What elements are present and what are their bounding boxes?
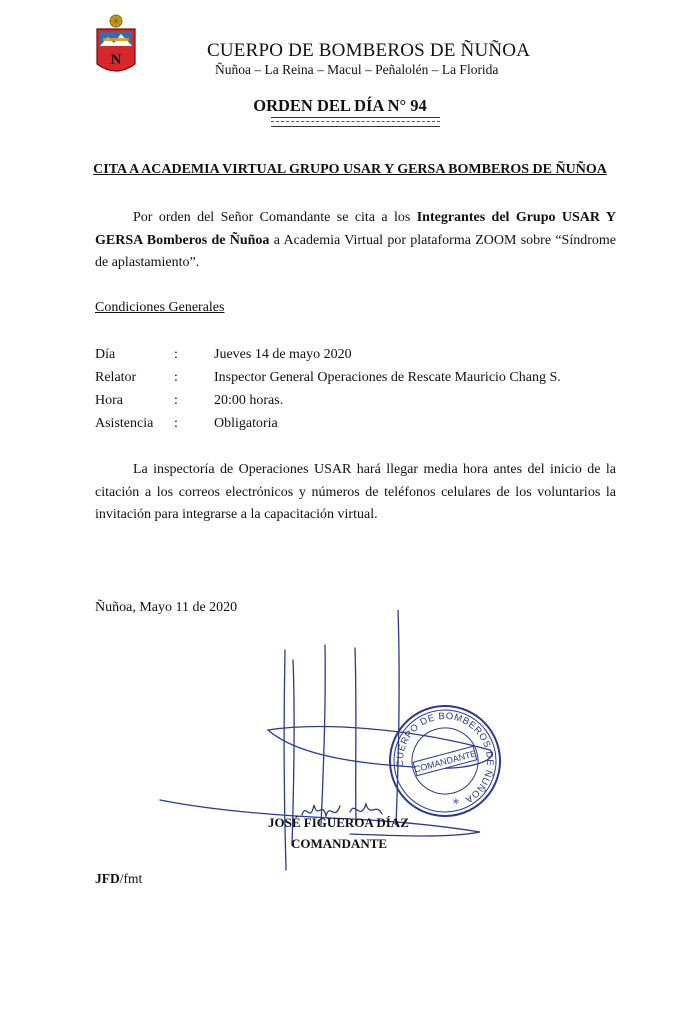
condition-row-asistencia [95,416,635,436]
condition-separator: : [174,370,178,385]
svg-text:COMANDANTE: COMANDANTE [412,748,478,775]
fire-department-crest-icon [94,12,138,80]
condition-separator: : [174,416,178,431]
condition-value: Obligatoria [214,416,278,431]
svg-text:N: N [110,52,122,68]
communes-line: Ñuñoa – La Reina – Macul – Peñalolén – La Florida [215,62,499,77]
condition-label: Asistencia [95,416,154,431]
condition-label: Relator [95,370,137,385]
condition-label: Día [95,347,116,362]
organization-name: CUERPO DE BOMBEROS DE ÑUÑOA [207,40,531,61]
condition-value: Inspector General Operaciones de Rescate Mauricio Chang S. [214,370,561,385]
signatory-name: JOSÉ FIGUEROA DÍAZ [268,815,409,830]
title-double-rule [271,117,440,127]
intro-text-part2: a Academia Virtual por plataforma ZOOM sobre “Síndrome de aplastamiento”. [95,232,617,270]
condition-row-dia [95,347,635,367]
intro-text-part1: Por orden del Señor Comandante se cita a los [133,210,417,225]
svg-text:CUERPO DE BOMBEROS DE ÑUÑOA: CUERPO DE BOMBEROS DE ÑUÑOA [394,710,496,806]
initials-rest: /fmt [119,871,143,886]
intro-text-bold: Integrantes del Grupo USAR Y GERSA Bomberos de Ñuñoa [95,210,616,248]
condition-separator: : [174,347,178,362]
initials-bold: JFD [95,871,120,886]
intro-paragraph [95,207,616,275]
closing-paragraph: La inspectoría de Operaciones USAR hará llegar media hora antes del inicio de la citación a los correos electrónicos y números de teléfonos celulares de los voluntarios la invitación para integrarse a la capacitación virtual. [95,462,616,522]
order-title: ORDEN DEL DÍA N° 94 [253,96,427,115]
signatory-title: COMANDANTE [291,836,388,851]
conditions-title: Condiciones Generales [95,300,225,315]
commander-stamp [386,702,504,820]
condition-separator: : [174,393,178,408]
condition-value: Jueves 14 de mayo 2020 [214,347,352,362]
svg-text:✳: ✳ [451,796,462,809]
document-heading: CITA A ACADEMIA VIRTUAL GRUPO USAR Y GERSA BOMBEROS DE ÑUÑOA [93,162,607,177]
condition-row-hora [95,393,635,413]
place-date: Ñuñoa, Mayo 11 de 2020 [95,600,238,615]
condition-label: Hora [95,393,123,408]
reference-initials [95,871,142,887]
condition-row-relator [95,370,635,390]
condition-value: 20:00 horas. [214,393,284,408]
